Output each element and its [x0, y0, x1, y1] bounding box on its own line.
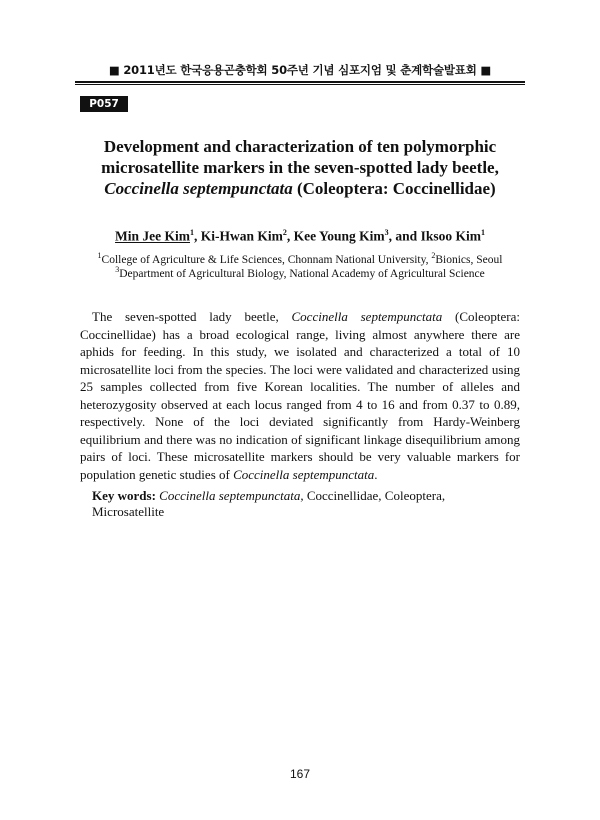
- poster-id-badge: P057: [80, 96, 128, 112]
- conference-header: ■ 2011년도 한국응용곤충학회 50주년 기념 심포지엄 및 춘계학술발표회 ■: [108, 63, 492, 77]
- author-affiliation-mark: 1: [480, 228, 485, 237]
- header-rule-thin: [75, 84, 525, 85]
- affiliation-text: College of Agriculture & Life Sciences, Chonnam National University,: [101, 253, 432, 266]
- keyword-species: Coccinella septempunctata,: [155, 488, 304, 503]
- author-separator: , and: [388, 228, 421, 244]
- abstract-text: The seven-spotted lady beetle,: [92, 309, 292, 324]
- paper-title: [80, 136, 520, 199]
- abstract-paragraph: [80, 308, 520, 483]
- author-name: Ki-Hwan Kim: [200, 228, 283, 244]
- abstract-species-name: Coccinella septempunctata: [233, 466, 375, 482]
- title-order-family: (Coleoptera: Coccinellidae): [292, 179, 496, 198]
- keywords-list: Coccinellidae, Coleoptera, Microsatellite: [92, 488, 446, 519]
- author-list: [80, 228, 520, 245]
- affiliation-mark: 2: [431, 251, 436, 260]
- author-affiliation-mark: 2: [282, 228, 287, 237]
- abstract-text: (Coleoptera: Coccinellidae) has a broad ecological range, living almost anywhere there are aphids for feeding. In this study, we isolated and characterized a total of 10 microsatellite loci from the species. The loci were validated and characterized using 25 samples collected from five Korean localities. The number of alleles and heterozygosity observed at each locus ranged from 4 to 16 and from 0.37 to 0.89, respectively. None of the loci deviated significantly from Hardy-Weinberg equilibrium and there was no indication of significant linkage disequilibrium among pairs of loci. These microsatellite markers should be very valuable markers for population genetic studies of: [80, 309, 520, 482]
- title-line-2: microsatellite markers in the seven-spotted lady beetle,: [101, 158, 499, 177]
- affiliation-line-2: [80, 265, 520, 280]
- author-name: Kee Young Kim: [293, 228, 385, 244]
- affiliation-mark: 1: [97, 251, 102, 260]
- affiliation-mark: 3: [115, 265, 120, 274]
- title-line-1: Development and characterization of ten polymorphic: [103, 137, 497, 156]
- author-name: Iksoo Kim: [420, 228, 481, 244]
- title-line-3: [80, 178, 520, 199]
- abstract-text: .: [374, 466, 378, 482]
- author-affiliation-mark: 3: [384, 228, 389, 237]
- keywords-label: Key words:: [92, 488, 156, 503]
- title-species-name: Coccinella septempunctata: [104, 179, 293, 198]
- keywords-line: [92, 488, 520, 520]
- affiliation-text: Department of Agricultural Biology, National Academy of Agricultural Science: [119, 267, 485, 280]
- author-affiliation-mark: 1: [190, 228, 195, 237]
- author-name: Min Jee Kim: [115, 228, 191, 244]
- page-number: 167: [289, 767, 311, 781]
- author-separator: ,: [194, 228, 201, 244]
- header-rule-thick: [75, 81, 525, 83]
- author-separator: ,: [286, 228, 294, 244]
- abstract-species-name: Coccinella septempunctata: [291, 309, 443, 324]
- affiliation-text: Bionics, Seoul: [435, 253, 503, 266]
- affiliation-line-1: [80, 251, 520, 266]
